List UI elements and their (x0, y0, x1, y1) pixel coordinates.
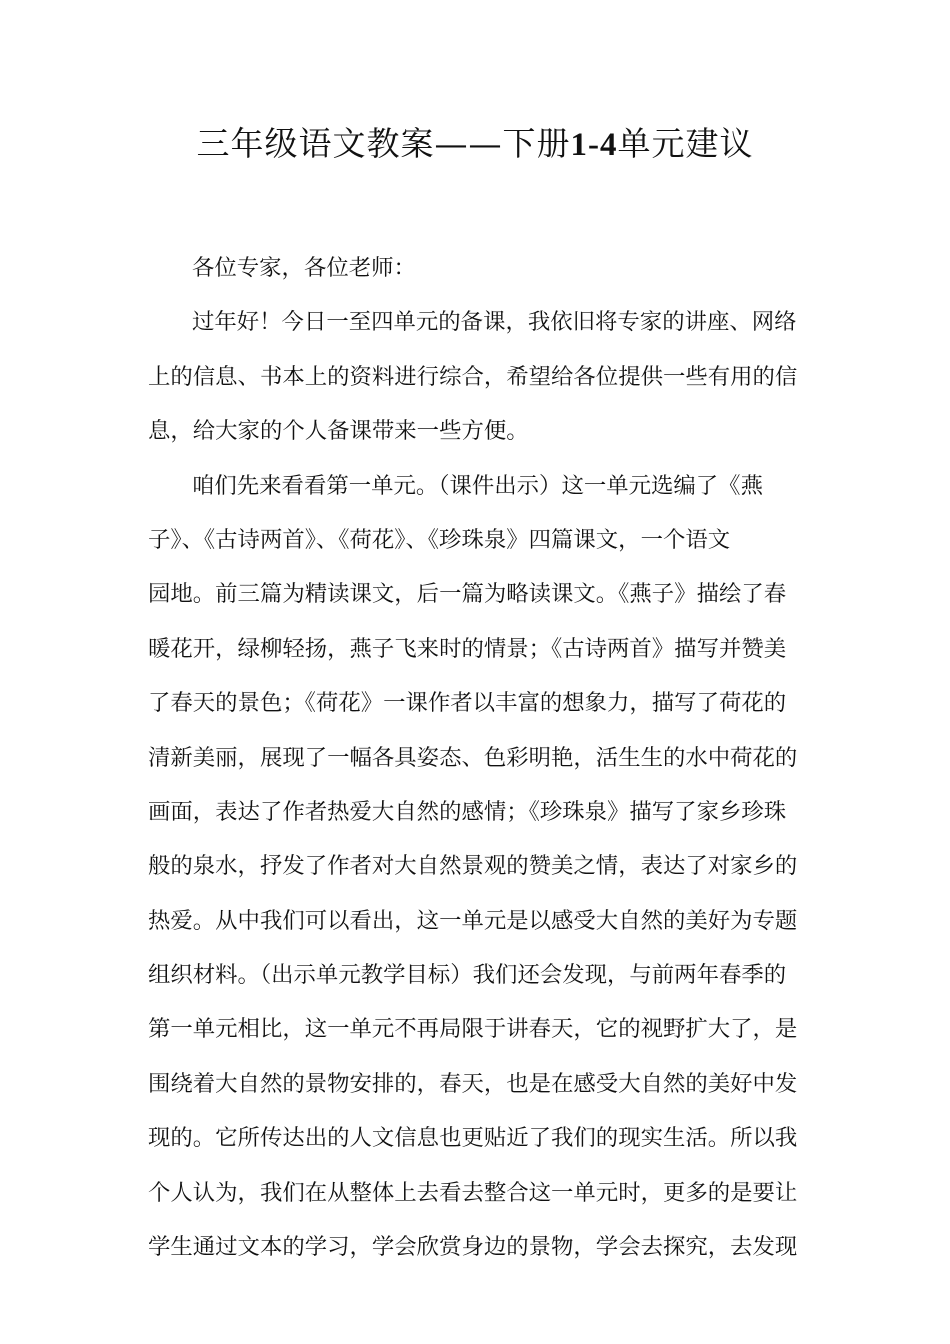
paragraph-line: 园地。前三篇为精读课文，后一篇为略读课文。《燕子》描绘了春 (148, 581, 787, 608)
paragraph-line: 般的泉水，抒发了作者对大自然景观的赞美之情，表达了对家乡的 (148, 853, 798, 880)
paragraph-line: 个人认为，我们在从整体上去看去整合这一单元时，更多的是要让 (148, 1179, 798, 1206)
salutation-line: 各位专家，各位老师： (192, 255, 416, 281)
paragraph-line: 围绕着大自然的景物安排的，春天，也是在感受大自然的美好中发 (148, 1070, 798, 1097)
paragraph-line: 咱们先来看看第一单元。（课件出示）这一单元选编了《燕 (192, 472, 763, 499)
paragraph-line: 清新美丽，展现了一幅各具姿态、色彩明艳，活生生的水中荷花的 (148, 744, 798, 771)
paragraph-line: 暖花开，绿柳轻扬，燕子飞来时的情景；《古诗两首》描写并赞美 (148, 635, 787, 662)
paragraph-line: 上的信息、书本上的资料进行综合，希望给各位提供一些有用的信 (148, 363, 798, 390)
document-body (148, 248, 798, 1281)
title-suffix: 单元建议 (617, 124, 754, 163)
paragraph-line: 学生通过文本的学习，学会欣赏身边的景物，学会去探究，去发现 (148, 1234, 798, 1261)
paragraph-line: 了春天的景色；《荷花》一课作者以丰富的想象力，描写了荷花的 (148, 690, 787, 717)
paragraph-line: 热爱。从中我们可以看出，这一单元是以感受大自然的美好为专题 (148, 907, 798, 934)
paragraph-line: 组织材料。（出示单元教学目标）我们还会发现，与前两年春季的 (148, 962, 787, 989)
title-prefix: 三年级语文教案——下册 (196, 124, 571, 163)
title-grade-range: 1-4 (570, 127, 618, 163)
document-title (0, 120, 950, 169)
paragraph-line: 第一单元相比，这一单元不再局限于讲春天，它的视野扩大了，是 (148, 1016, 798, 1043)
paragraph-line: 画面，表达了作者热爱大自然的感情；《珍珠泉》描写了家乡珍珠 (148, 798, 787, 825)
paragraph-line: 子》、《古诗两首》、《荷花》、《珍珠泉》四篇课文，一个语文 (148, 526, 731, 553)
paragraph-line: 现的。它所传达出的人文信息也更贴近了我们的现实生活。所以我 (148, 1125, 798, 1152)
paragraph-line: 过年好！今日一至四单元的备课，我依旧将专家的讲座、网络 (192, 309, 797, 336)
paragraph-line: 息，给大家的个人备课带来一些方便。 (148, 418, 529, 445)
